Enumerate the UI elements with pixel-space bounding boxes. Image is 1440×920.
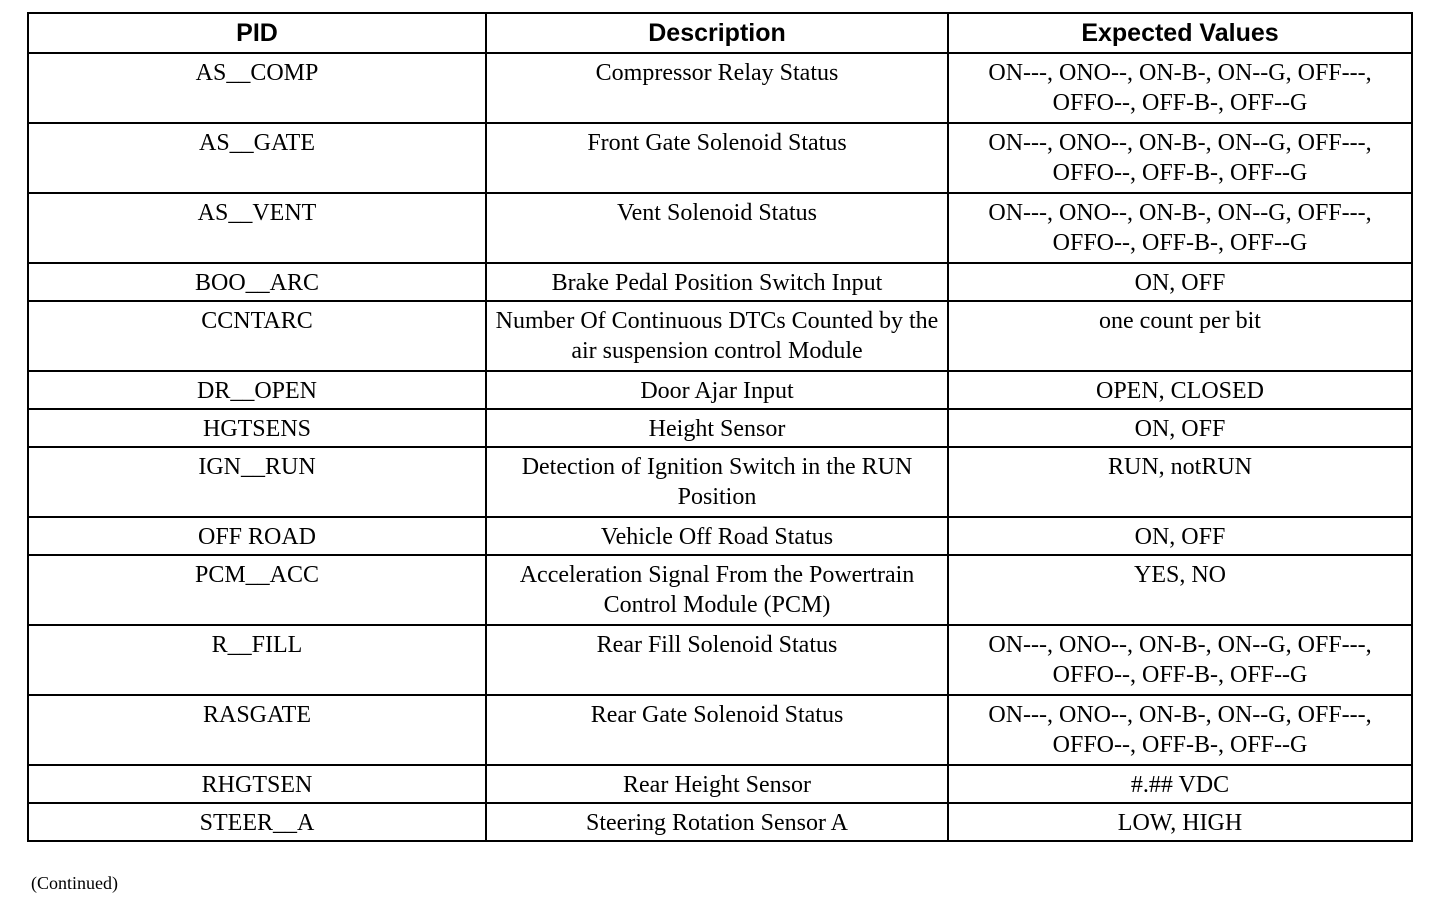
expected-values-cell: LOW, HIGH [948, 803, 1412, 841]
table-row [28, 301, 1412, 371]
expected-values-cell: ON, OFF [948, 409, 1412, 447]
pid-cell: RHGTSEN [28, 765, 486, 803]
expected-values-cell: OPEN, CLOSED [948, 371, 1412, 409]
description-cell: Rear Gate Solenoid Status [486, 695, 948, 765]
expected-values-cell: ON---, ONO--, ON-B-, ON--G, OFF---, OFFO--, OFF-B-, OFF--G [948, 53, 1412, 123]
table-row [28, 765, 1412, 803]
description-cell: Door Ajar Input [486, 371, 948, 409]
pid-cell: AS__GATE [28, 123, 486, 193]
header-expected-values: Expected Values [948, 13, 1412, 53]
expected-values-cell: YES, NO [948, 555, 1412, 625]
table-row [28, 263, 1412, 301]
expected-values-cell: ON---, ONO--, ON-B-, ON--G, OFF---, OFFO--, OFF-B-, OFF--G [948, 625, 1412, 695]
description-cell: Detection of Ignition Switch in the RUN Position [486, 447, 948, 517]
table-row [28, 193, 1412, 263]
table-row [28, 53, 1412, 123]
table-row [28, 409, 1412, 447]
description-cell: Rear Fill Solenoid Status [486, 625, 948, 695]
expected-values-cell: RUN, notRUN [948, 447, 1412, 517]
expected-values-cell: ON, OFF [948, 263, 1412, 301]
table-row [28, 517, 1412, 555]
description-cell: Height Sensor [486, 409, 948, 447]
pid-cell: OFF ROAD [28, 517, 486, 555]
pid-table-container [27, 12, 1411, 842]
pid-cell: AS__VENT [28, 193, 486, 263]
description-cell: Brake Pedal Position Switch Input [486, 263, 948, 301]
description-cell: Vent Solenoid Status [486, 193, 948, 263]
description-cell: Steering Rotation Sensor A [486, 803, 948, 841]
table-row [28, 555, 1412, 625]
pid-cell: PCM__ACC [28, 555, 486, 625]
pid-cell: CCNTARC [28, 301, 486, 371]
description-cell: Rear Height Sensor [486, 765, 948, 803]
table-row [28, 803, 1412, 841]
pid-cell: STEER__A [28, 803, 486, 841]
pid-cell: AS__COMP [28, 53, 486, 123]
table-row [28, 695, 1412, 765]
pid-cell: BOO__ARC [28, 263, 486, 301]
expected-values-cell: #.## VDC [948, 765, 1412, 803]
pid-cell: RASGATE [28, 695, 486, 765]
description-cell: Front Gate Solenoid Status [486, 123, 948, 193]
table-row [28, 371, 1412, 409]
expected-values-cell: ON---, ONO--, ON-B-, ON--G, OFF---, OFFO--, OFF-B-, OFF--G [948, 123, 1412, 193]
header-pid: PID [28, 13, 486, 53]
pid-table [27, 12, 1413, 842]
pid-cell: IGN__RUN [28, 447, 486, 517]
table-row [28, 625, 1412, 695]
expected-values-cell: ON---, ONO--, ON-B-, ON--G, OFF---, OFFO--, OFF-B-, OFF--G [948, 193, 1412, 263]
expected-values-cell: ON, OFF [948, 517, 1412, 555]
expected-values-cell: one count per bit [948, 301, 1412, 371]
description-cell: Compressor Relay Status [486, 53, 948, 123]
expected-values-cell: ON---, ONO--, ON-B-, ON--G, OFF---, OFFO--, OFF-B-, OFF--G [948, 695, 1412, 765]
pid-cell: HGTSENS [28, 409, 486, 447]
description-cell: Acceleration Signal From the Powertrain Control Module (PCM) [486, 555, 948, 625]
table-row [28, 447, 1412, 517]
description-cell: Vehicle Off Road Status [486, 517, 948, 555]
continued-note: (Continued) [31, 873, 118, 893]
table-row [28, 123, 1412, 193]
description-cell: Number Of Continuous DTCs Counted by the air suspension control Module [486, 301, 948, 371]
pid-cell: DR__OPEN [28, 371, 486, 409]
table-header-row [28, 13, 1412, 53]
header-description: Description [486, 13, 948, 53]
pid-cell: R__FILL [28, 625, 486, 695]
